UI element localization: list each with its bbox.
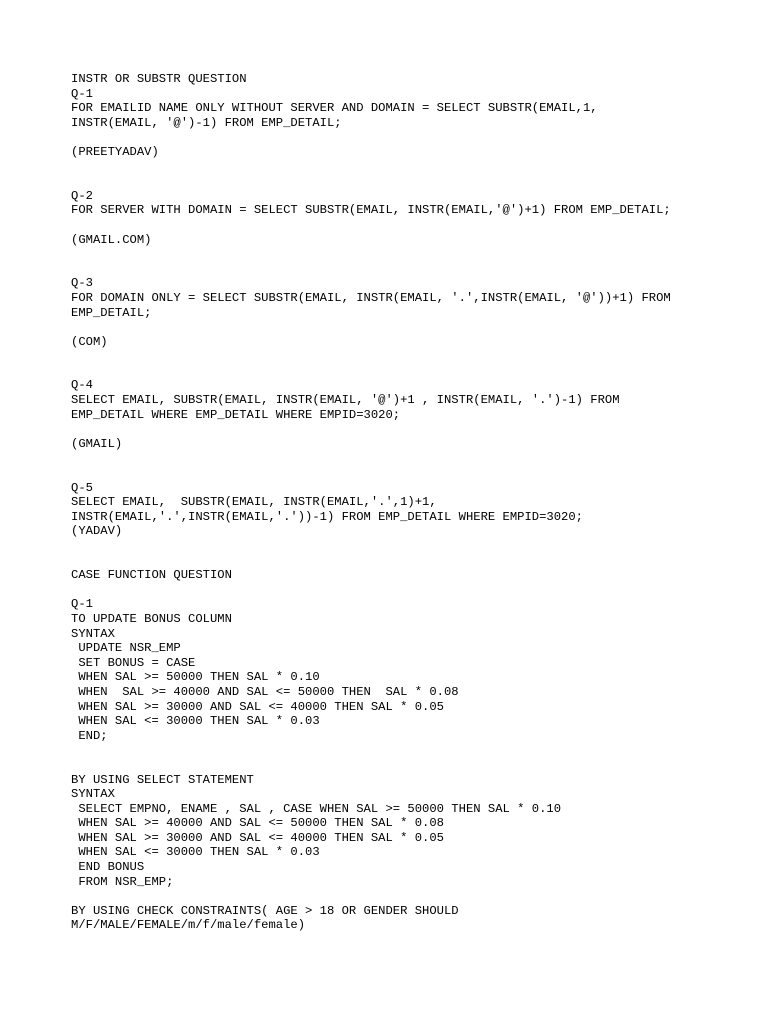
- document-line: (GMAIL): [71, 436, 123, 451]
- document-line: [71, 889, 751, 904]
- document-line: SELECT EMPNO, ENAME , SAL , CASE WHEN SAL >= 50000 THEN SAL * 0.10: [71, 801, 562, 816]
- document-line: FOR EMAILID NAME ONLY WITHOUT SERVER AND DOMAIN = SELECT SUBSTR(EMAIL,1,: [71, 101, 598, 116]
- document-line: WHEN SAL <= 30000 THEN SAL * 0.03: [71, 845, 320, 860]
- document-line: EMP_DETAIL WHERE EMP_DETAIL WHERE EMPID=3020;: [71, 407, 401, 422]
- document-line: [71, 539, 751, 554]
- document-line: [71, 130, 751, 145]
- document-line: Q-1: [71, 597, 93, 612]
- document-line: SELECT EMAIL, SUBSTR(EMAIL, INSTR(EMAIL,'.',1)+1,: [71, 495, 437, 510]
- document-line: [71, 743, 751, 758]
- document-line: TO UPDATE BONUS COLUMN: [71, 611, 232, 626]
- document-line: [71, 262, 751, 277]
- document-line: SET BONUS = CASE: [71, 655, 196, 670]
- document-line: FOR DOMAIN ONLY = SELECT SUBSTR(EMAIL, INSTR(EMAIL, '.',INSTR(EMAIL, '@'))+1) FROM: [71, 290, 671, 305]
- document-line: BY USING SELECT STATEMENT: [71, 772, 254, 787]
- document-line: WHEN SAL >= 50000 THEN SAL * 0.10: [71, 670, 320, 685]
- document-line: [71, 758, 751, 773]
- document-line: (YADAV): [71, 524, 123, 539]
- document-line: [71, 554, 751, 569]
- document-line: WHEN SAL <= 30000 THEN SAL * 0.03: [71, 714, 320, 729]
- document-line: M/F/MALE/FEMALE/m/f/male/female): [71, 918, 306, 933]
- document-line: WHEN SAL >= 30000 AND SAL <= 40000 THEN SAL * 0.05: [71, 699, 444, 714]
- document-line: FROM NSR_EMP;: [71, 874, 174, 889]
- document-line: [71, 160, 751, 175]
- document-line: [71, 174, 751, 189]
- document-line: SYNTAX: [71, 626, 115, 641]
- document-line: [71, 422, 751, 437]
- document-line: [71, 451, 751, 466]
- document-line: [71, 247, 751, 262]
- document-line: CASE FUNCTION QUESTION: [71, 568, 232, 583]
- document-line: [71, 218, 751, 233]
- document-line: Q-3: [71, 276, 93, 291]
- document-line: END;: [71, 728, 108, 743]
- document-line: INSTR(EMAIL,'.',INSTR(EMAIL,'.'))-1) FROM EMP_DETAIL WHERE EMPID=3020;: [71, 509, 583, 524]
- document-line: Q-5: [71, 480, 93, 495]
- document-line: WHEN SAL >= 40000 AND SAL <= 50000 THEN SAL * 0.08: [71, 816, 444, 831]
- document-line: UPDATE NSR_EMP: [71, 641, 181, 656]
- document-line: SYNTAX: [71, 787, 115, 802]
- document-line: (COM): [71, 334, 108, 349]
- document-line: FOR SERVER WITH DOMAIN = SELECT SUBSTR(EMAIL, INSTR(EMAIL,'@')+1) FROM EMP_DETAIL;: [71, 203, 671, 218]
- document-line: WHEN SAL >= 30000 AND SAL <= 40000 THEN SAL * 0.05: [71, 830, 444, 845]
- document-line: Q-2: [71, 188, 93, 203]
- document-line: [71, 364, 751, 379]
- document-line: SELECT EMAIL, SUBSTR(EMAIL, INSTR(EMAIL, '@')+1 , INSTR(EMAIL, '.')-1) FROM: [71, 393, 620, 408]
- document-line: [71, 466, 751, 481]
- document-line: [71, 320, 751, 335]
- document-line: END BONUS: [71, 860, 145, 875]
- document-line: INSTR OR SUBSTR QUESTION: [71, 72, 247, 86]
- document-line: EMP_DETAIL;: [71, 305, 152, 320]
- document-line: BY USING CHECK CONSTRAINTS( AGE > 18 OR GENDER SHOULD: [71, 903, 459, 918]
- document-line: (PREETYADAV): [71, 144, 159, 159]
- document-line: (GMAIL.COM): [71, 232, 152, 247]
- document-text: [71, 72, 751, 933]
- document-line: Q-4: [71, 378, 93, 393]
- document-line: WHEN SAL >= 40000 AND SAL <= 50000 THEN SAL * 0.08: [71, 684, 459, 699]
- document-line: [71, 583, 751, 598]
- document-line: INSTR(EMAIL, '@')-1) FROM EMP_DETAIL;: [71, 115, 342, 130]
- document-line: [71, 349, 751, 364]
- document-line: Q-1: [71, 86, 93, 101]
